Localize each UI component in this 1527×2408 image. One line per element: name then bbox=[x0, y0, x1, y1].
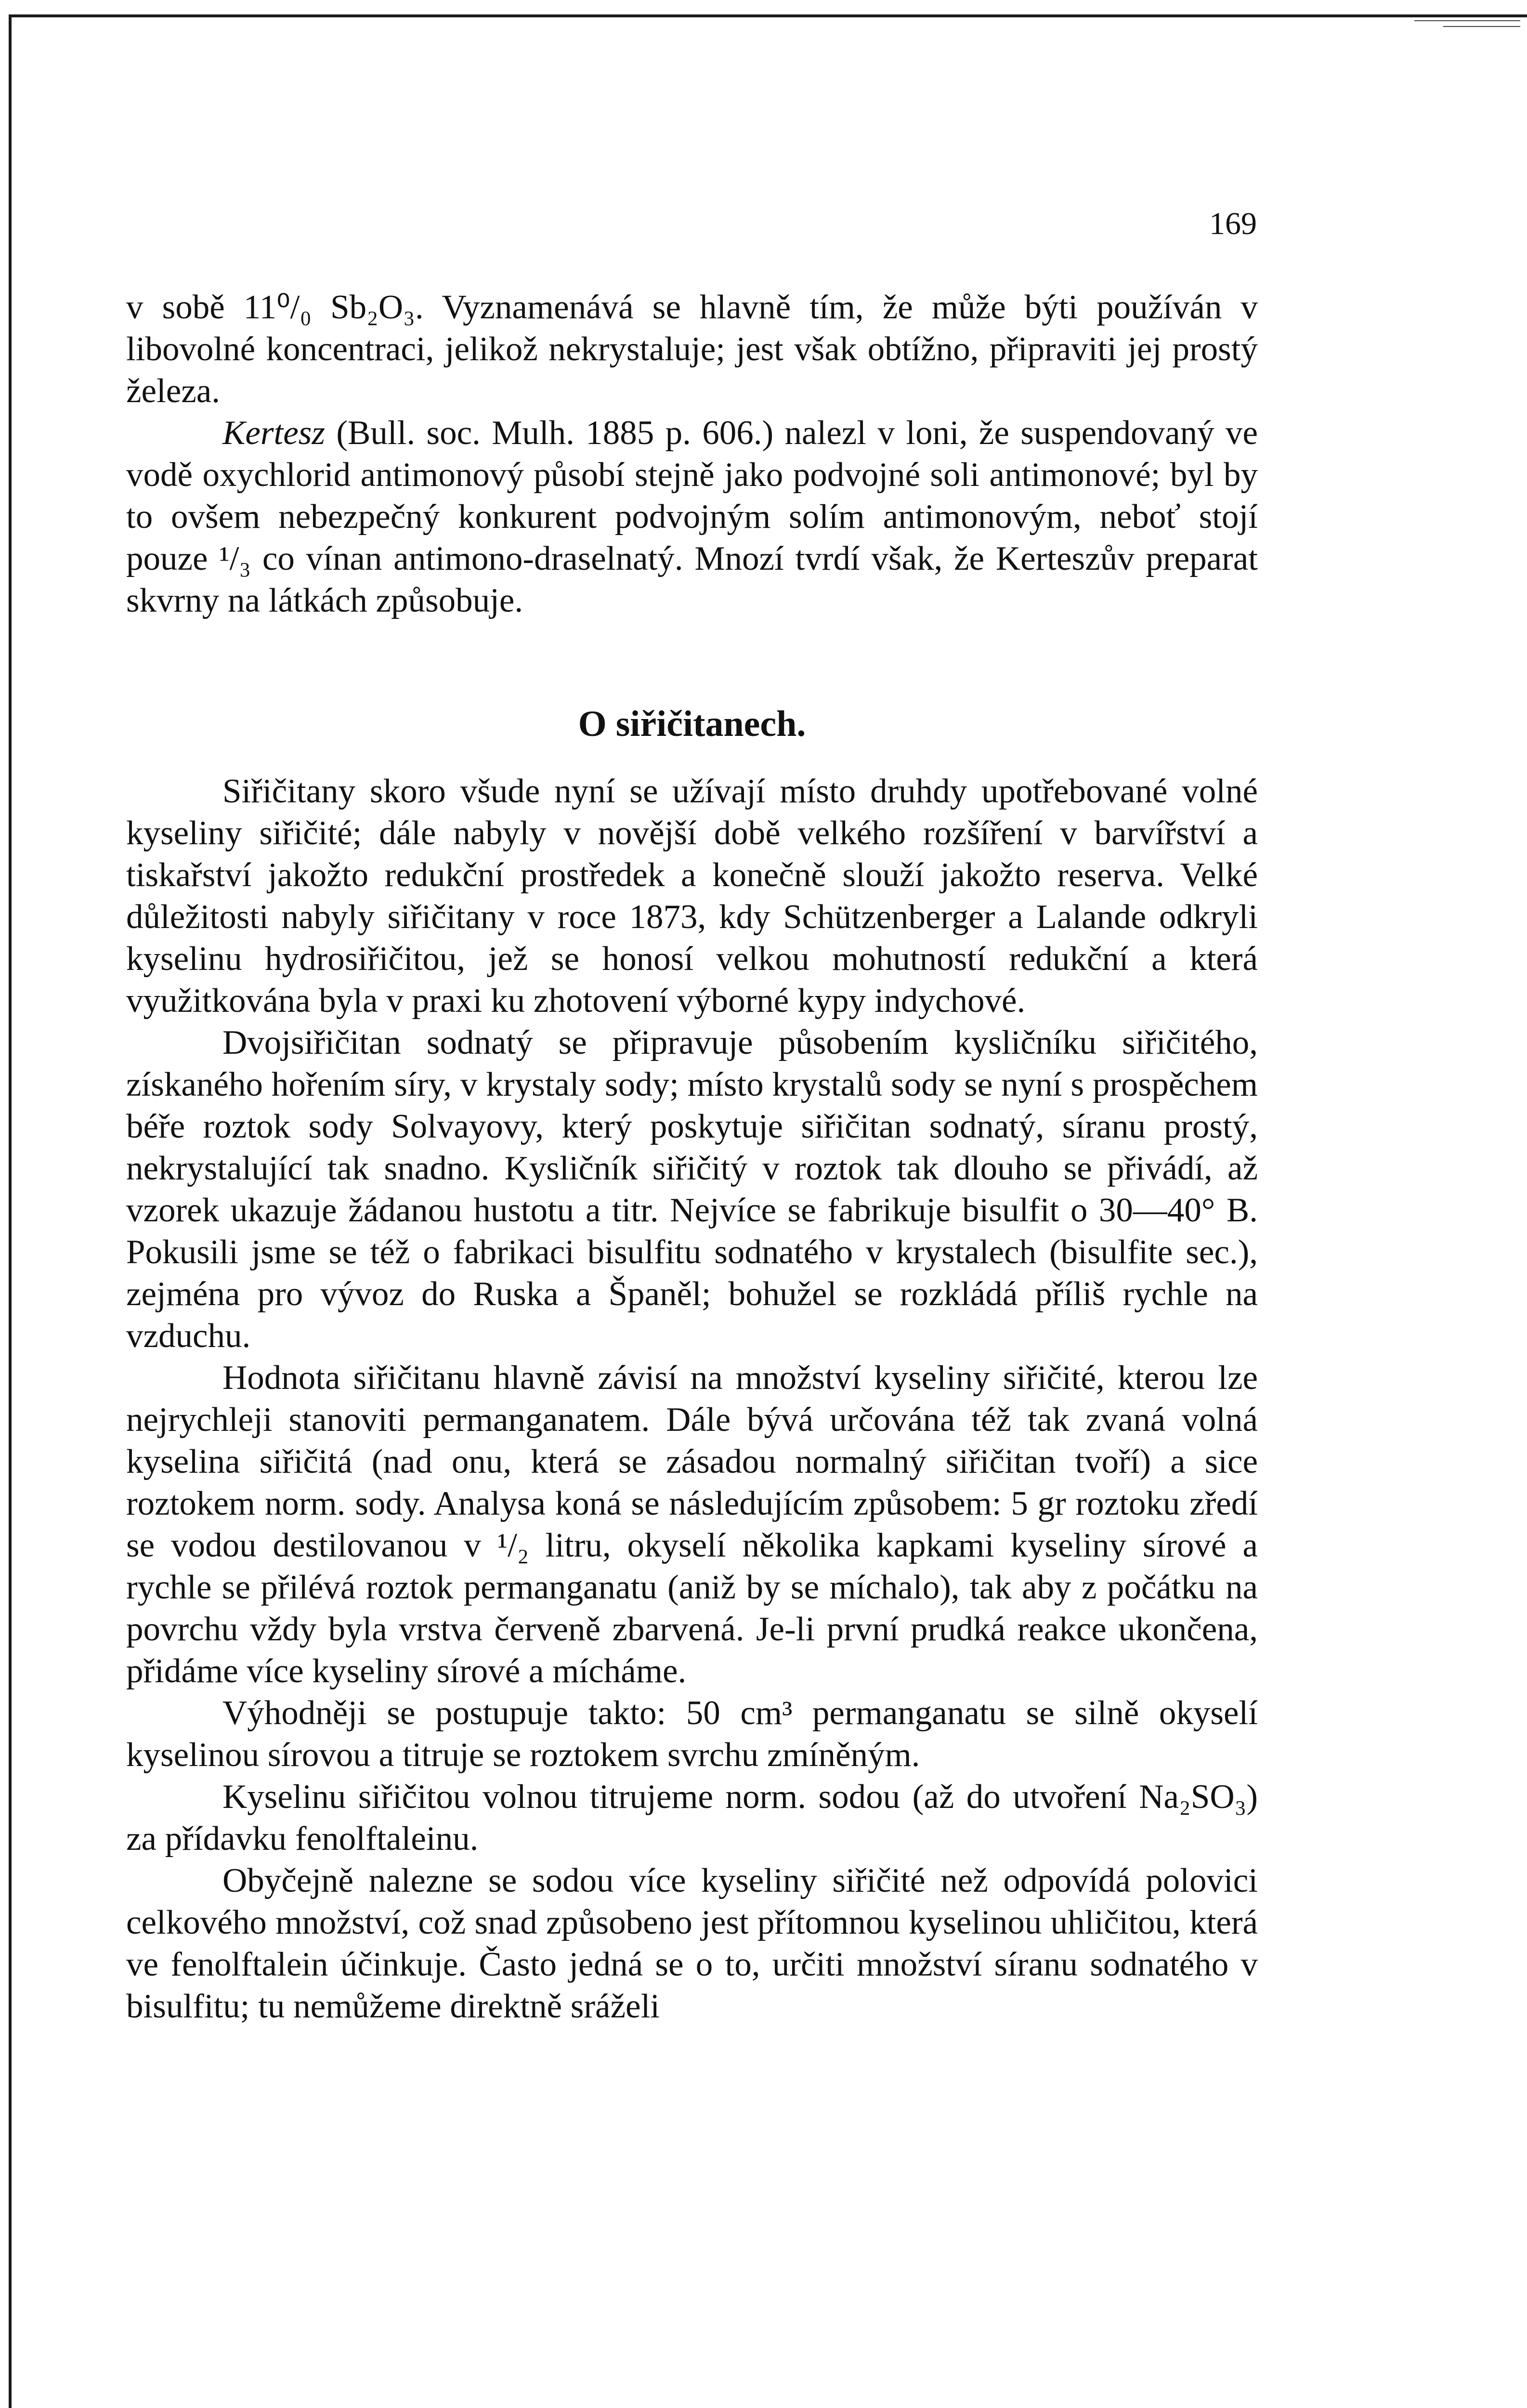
page-number: 169 bbox=[1209, 206, 1257, 241]
section-heading: O siřičitanech. bbox=[578, 704, 806, 744]
section-paragraph-6: Obyčejně nalezne se sodou více kyseliny siřičité než odpovídá polovici celkového množství, což snad způsobeno jest přítomnou kyselinou uhličitou, která ve fenolftalein účinkuje. Často jedná se o to, určiti množství síranu sodnatého v bisulfitu; tu nemůžeme direktně sráželi bbox=[126, 1862, 1258, 2025]
section-paragraph-5: Kyselinu siřičitou volnou titrujeme norm. sodou (až do utvoření Na₂SO₃) za přídavku fenolftaleinu. bbox=[126, 1778, 1258, 1858]
intro-text bbox=[126, 287, 1258, 622]
intro-paragraph-1: v sobě 11⁰/₀ Sb₂O₃. Vyznamenává se hlavně tím, že může býti používán v libovolné koncentraci, jelikož nekrystaluje; jest však obtížno, připraviti jej prostý železa. bbox=[126, 288, 1258, 410]
section-paragraph-3: Hodnota siřičitanu hlavně závisí na množství kyseliny siřičité, kterou lze nejrychleji stanoviti permanganatem. Dále bývá určována též tak zvaná volná kyselina siřičitá (nad onu, která se zásadou normalný siřičitan tvoří) a sice roztokem norm. sody. Analysa koná se následujícím způsobem: 5 gr roztoku zředí se vodou destilovanou v ¹/₂ litru, okyselí několika kapkami kyseliny sírové a rychle se přilévá roztok permanganatu (aniž by se míchalo), tak aby z počátku na povrchu vždy byla vrstva červeně zbarvená. Je-li první prudká reakce ukončena, přidáme více kyseliny sírové a mícháme. bbox=[126, 1359, 1258, 1690]
section-paragraph-2: Dvojsiřičitan sodnatý se připravuje působením kysličníku siřičitého, získaného hořením síry, v krystaly sody; místo krystalů sody se nyní s prospěchem béře roztok sody Solvayovy, který poskytuje siřičitan sodnatý, síranu prostý, nekrystalující tak snadno. Kysličník siřičitý v roztok tak dlouho se přivádí, až vzorek ukazuje žádanou hustotu a titr. Nejvíce se fabrikuje bisulfit o 30—40° B. Pokusili jsme se též o fabrikaci bisulfitu sodnatého v krystalech (bisulfite sec.), zejména pro vývoz do Ruska a Španěl; bohužel se rozkládá příliš rychle na vzduchu. bbox=[126, 1024, 1258, 1355]
author-name: Kertesz bbox=[222, 414, 325, 452]
section-paragraph-1: Siřičitany skoro všude nyní se užívají místo druhdy upotřebované volné kyseliny siřičité; dále nabyly v novější době velkého rozšíření v barvířství a tiskařství jakožto redukční prostředek a konečně slouží jakožto reserva. Velké důležitosti nabyly siřičitany v roce 1873, kdy Schützenberger a Lalande odkryli kyselinu hydrosiřičitou, jež se honosí velkou mohutností redukční a která využitkována byla v praxi ku zhotovení výborné kypy indychové. bbox=[126, 772, 1258, 1020]
section-body bbox=[126, 771, 1258, 2028]
corner-rule-mark bbox=[1414, 18, 1520, 30]
intro-paragraph-2-text: (Bull. soc. Mulh. 1885 p. 606.) nalezl v loni, že suspendovaný ve vodě oxychlorid antimonový působí stejně jako podvojné soli antimonové; byl by to ovšem nebezpečný konkurent podvojným solím antimonovým, neboť stojí pouze ¹/₃ co vínan antimono-draselnatý. Mnozí tvrdí však, že Kerteszův preparat skvrny na látkách způsobuje. bbox=[126, 414, 1258, 619]
intro-paragraph-2 bbox=[126, 412, 1258, 622]
section-paragraph-4: Výhodněji se postupuje takto: 50 cm³ permanganatu se silně okyselí kyselinou sírovou a titruje se roztokem svrchu zmíněným. bbox=[126, 1694, 1258, 1774]
